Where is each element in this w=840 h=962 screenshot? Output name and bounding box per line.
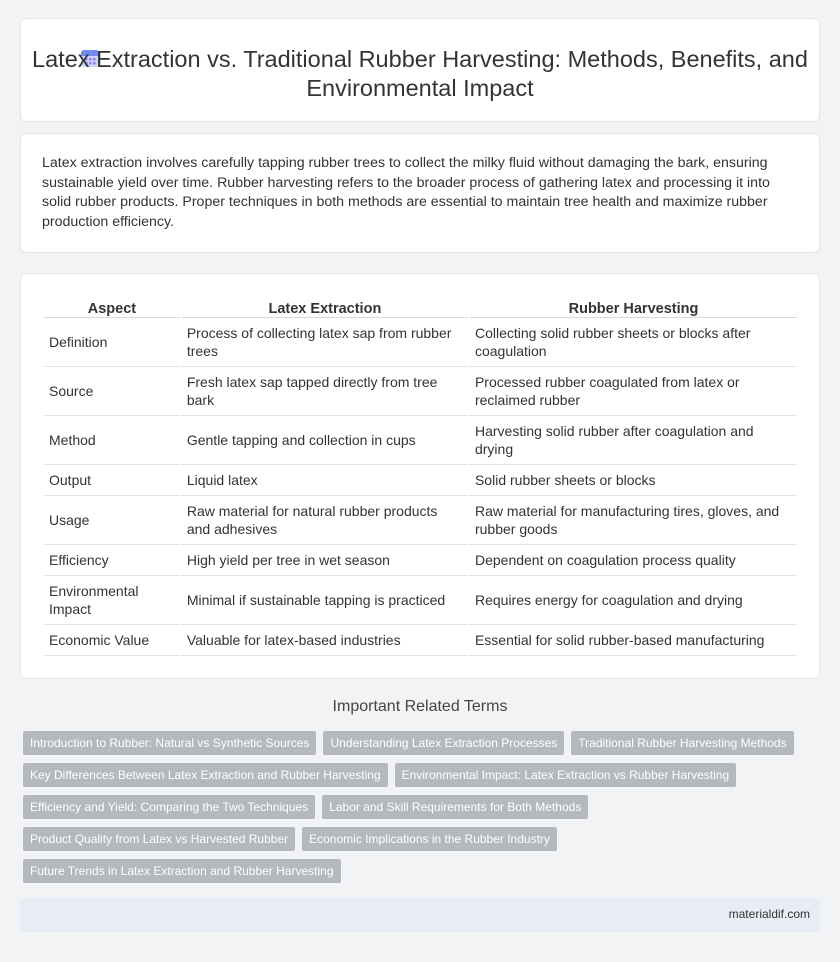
page-title-text: Latex Extraction vs. Traditional Rubber Harvesting: Methods, Benefits, and Environmental Impact — [32, 46, 808, 101]
table-row — [44, 416, 797, 465]
tag-link[interactable]: Environmental Impact: Latex Extraction vs Rubber Harvesting — [395, 763, 736, 787]
table-row — [44, 496, 797, 545]
table-cell: Solid rubber sheets or blocks — [470, 465, 797, 496]
intro-paragraph: Latex extraction involves carefully tapping rubber trees to collect the milky fluid without damaging the bark, ensuring sustainable yield over time. Rubber harvesting refers to the broader process of gathering latex and processing it into solid rubber products. Proper techniques in both methods are essential to maintain tree health and maximize rubber production efficiency. — [42, 155, 770, 230]
table-row — [44, 367, 797, 416]
header-aspect: Aspect — [44, 296, 180, 318]
table-row — [44, 576, 797, 625]
footer-bar — [20, 898, 820, 932]
table-cell: Harvesting solid rubber after coagulation and drying — [470, 416, 797, 465]
table-cell: Method — [44, 416, 180, 465]
comparison-table-card — [20, 273, 820, 679]
table-row — [44, 318, 797, 367]
tag-link[interactable]: Product Quality from Latex vs Harvested Rubber — [23, 827, 295, 851]
related-terms-tags — [23, 731, 803, 891]
tag-link[interactable]: Traditional Rubber Harvesting Methods — [571, 731, 793, 755]
table-cell: Economic Value — [44, 625, 180, 656]
table-cell: Output — [44, 465, 180, 496]
footer-site-link[interactable]: materialdif.com — [728, 907, 810, 921]
table-cell: Essential for solid rubber-based manufacturing — [470, 625, 797, 656]
tag-link[interactable]: Efficiency and Yield: Comparing the Two Techniques — [23, 795, 315, 819]
table-cell: Environmental Impact — [44, 576, 180, 625]
tag-link[interactable]: Future Trends in Latex Extraction and Rubber Harvesting — [23, 859, 341, 883]
table-cell: Efficiency — [44, 545, 180, 576]
tag-link[interactable]: Introduction to Rubber: Natural vs Synthetic Sources — [23, 731, 316, 755]
comparison-table — [42, 296, 799, 656]
table-cell: Minimal if sustainable tapping is practiced — [182, 576, 468, 625]
table-cell: Usage — [44, 496, 180, 545]
intro-card — [20, 133, 820, 253]
table-cell: Fresh latex sap tapped directly from tree bark — [182, 367, 468, 416]
table-cell: Processed rubber coagulated from latex or reclaimed rubber — [470, 367, 797, 416]
table-cell: Liquid latex — [182, 465, 468, 496]
table-row — [44, 465, 797, 496]
related-terms-heading: Important Related Terms — [332, 698, 508, 715]
title-card — [20, 18, 820, 122]
tag-link[interactable]: Economic Implications in the Rubber Industry — [302, 827, 557, 851]
tag-link[interactable]: Understanding Latex Extraction Processes — [323, 731, 564, 755]
table-cell: High yield per tree in wet season — [182, 545, 468, 576]
table-cell: Raw material for manufacturing tires, gloves, and rubber goods — [470, 496, 797, 545]
tag-link[interactable]: Key Differences Between Latex Extraction and Rubber Harvesting — [23, 763, 388, 787]
table-cell: Collecting solid rubber sheets or blocks after coagulation — [470, 318, 797, 367]
table-cell: Process of collecting latex sap from rubber trees — [182, 318, 468, 367]
page-title — [21, 45, 819, 103]
table-cell: Valuable for latex-based industries — [182, 625, 468, 656]
table-cell: Gentle tapping and collection in cups — [182, 416, 468, 465]
table-cell: Dependent on coagulation process quality — [470, 545, 797, 576]
table-cell: Requires energy for coagulation and drying — [470, 576, 797, 625]
table-header-row — [44, 296, 797, 318]
table-row — [44, 545, 797, 576]
table-cell: Definition — [44, 318, 180, 367]
table-row — [44, 625, 797, 656]
header-rubber-harvesting: Rubber Harvesting — [470, 296, 797, 318]
tag-link[interactable]: Labor and Skill Requirements for Both Methods — [322, 795, 588, 819]
table-cell: Raw material for natural rubber products and adhesives — [182, 496, 468, 545]
header-latex-extraction: Latex Extraction — [182, 296, 468, 318]
table-cell: Source — [44, 367, 180, 416]
